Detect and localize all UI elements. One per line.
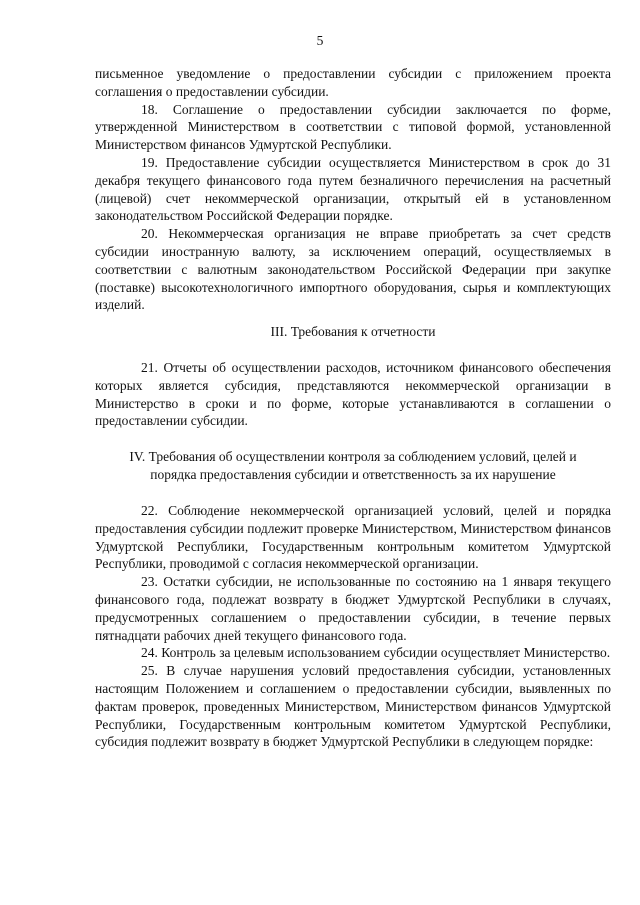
section-4-heading [95, 448, 611, 484]
paragraph-18: 18. Соглашение о предоставлении субсидии заключается по форме, утвержденной Министерством в соответствии с типовой формой, установленной Министерством финансов Удмуртской Республики. [95, 101, 611, 153]
paragraph-21: 21. Отчеты об осуществлении расходов, источником финансового обеспечения которых является субсидия, представляются некоммерческой организации в Министерство в сроки и по форме, которые устанавливаются в соглашении о предоставлении субсидии. [95, 360, 611, 429]
paragraph-25: 25. В случае нарушения условий предоставления субсидии, установленных настоящим Положением и соглашением о предоставлении субсидии, выявленных по фактам проверок, проведенных Министерством, Министерством финансов Удмуртской Республики, Государственным контрольным комитетом Удмуртской Республики, субсидия подлежит возврату в бюджет Удмуртской Республики в следующем порядке: [95, 663, 611, 750]
paragraph-continuation: письменное уведомление о предоставлении субсидии с приложением проекта соглашения о предоставлении субсидии. [95, 66, 611, 99]
section-4-heading-line-2: порядка предоставления субсидии и ответственность за их нарушение [150, 466, 556, 482]
paragraphs-block-2 [95, 359, 611, 430]
paragraph-20: 20. Некоммерческая организация не вправе приобретать за счет средств субсидии иностранную валюту, за исключением операций, осуществляемых в соответствии с валютным законодательством Российской Федерации при закупке (поставке) высокотехнологичного импортного оборудования, сырья и комплектующих изделий. [95, 226, 611, 313]
paragraph-23: 23. Остатки субсидии, не использованные по состоянию на 1 января текущего финансового года, подлежат возврату в бюджет Удмуртской Республики в случаях, предусмотренных соглашением о предоставлении субсидии, в течение первых пятнадцати рабочих дней текущего финансового года. [95, 574, 611, 643]
paragraph-24: 24. Контроль за целевым использованием субсидии осуществляет Министерство. [141, 645, 611, 661]
section-3-heading: III. Требования к отчетности [270, 324, 436, 339]
paragraphs-block-1 [95, 65, 611, 314]
page-number: 5 [316, 33, 324, 48]
paragraphs-block-3 [95, 502, 611, 751]
paragraph-19: 19. Предоставление субсидии осуществляется Министерством в срок до 31 декабря текущего финансового года путем безналичного перечисления на расчетный (лицевой) счет некоммерческой организации, открытый ей в установленном законодательством Российской Федерации порядке. [95, 154, 611, 224]
paragraph-22: 22. Соблюдение некоммерческой организацией условий, целей и порядка предоставления субсидии подлежит проверке Министерством, Министерством финансов Удмуртской Республики, Государственным контрольным комитетом Удмуртской Республики, проводимой с согласия некоммерческой организации. [95, 503, 611, 572]
section-4-heading-line-1: IV. Требования об осуществлении контроля за соблюдением условий, целей и [129, 449, 577, 464]
